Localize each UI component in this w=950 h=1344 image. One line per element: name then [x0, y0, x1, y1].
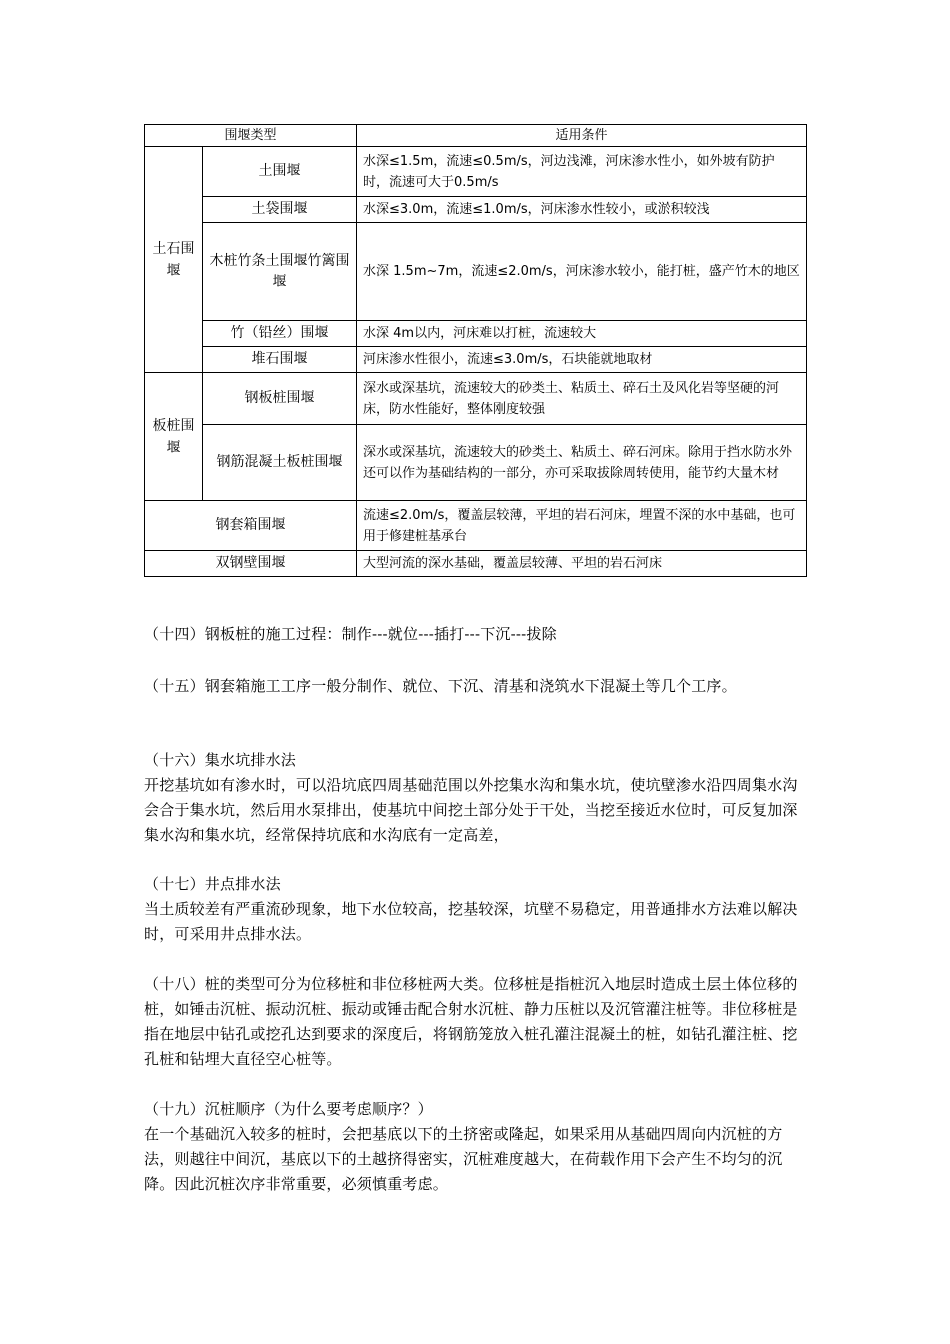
table-row	[145, 347, 807, 373]
type-cell: 堆石围堰	[203, 347, 357, 373]
table-row	[145, 501, 807, 551]
type-cell: 钢筋混凝土板桩围堰	[203, 425, 357, 501]
type-cell: 土袋围堰	[203, 197, 357, 223]
condition-cell: 河床渗水性很小，流速≤3.0m/s，石块能就地取材	[357, 347, 807, 373]
type-cell: 钢板桩围堰	[203, 373, 357, 425]
section-title: （十五）钢套箱施工工序一般分制作、就位、下沉、清基和浇筑水下混凝土等几个工序。	[144, 677, 737, 695]
section-body: 开挖基坑如有渗水时，可以沿坑底四周基础范围以外挖集水沟和集水坑，使坑壁渗水沿四周集水沟会合于集水坑，然后用水泵排出，使基坑中间挖土部分处于干处，当挖至接近水位时，可反复加深集水沟和集水坑，经常保持坑底和水沟底有一定高差，	[144, 776, 798, 844]
table-row	[145, 147, 807, 197]
table-row	[145, 425, 807, 501]
condition-cell: 水深≤3.0m，流速≤1.0m/s，河床渗水性较小，或淤积较浅	[357, 197, 807, 223]
header-type: 围堰类型	[145, 125, 357, 147]
section-14	[144, 622, 808, 647]
category-sheet-pile: 板桩围堰	[145, 373, 203, 501]
type-cell: 钢套箱围堰	[145, 501, 357, 551]
condition-cell: 水深 1.5m~7m，流速≤2.0m/s，河床渗水较小，能打桩，盛产竹木的地区	[357, 223, 807, 321]
section-title: （十九）沉桩顺序（为什么要考虑顺序？）	[144, 1100, 433, 1118]
type-cell: 双钢壁围堰	[145, 551, 357, 577]
section-18	[144, 972, 808, 1072]
table-row	[145, 223, 807, 321]
table-row	[145, 373, 807, 425]
section-title: （十六）集水坑排水法	[144, 751, 297, 769]
section-19	[144, 1097, 808, 1197]
section-title: （十四）钢板桩的施工过程：制作---就位---插打---下沉---拔除	[144, 625, 557, 643]
section-17	[144, 872, 808, 947]
section-body: 在一个基础沉入较多的桩时，会把基底以下的土挤密或隆起，如果采用从基础四周向内沉桩的方法，则越往中间沉，基底以下的土越挤得密实，沉桩难度越大，在荷载作用下会产生不均匀的沉降。因此沉桩次序非常重要，必须慎重考虑。	[144, 1125, 783, 1193]
condition-cell: 深水或深基坑，流速较大的砂类土、粘质土、碎石河床。除用于挡水防水外还可以作为基础结构的一部分，亦可采取拔除周转使用，能节约大量木材	[357, 425, 807, 501]
section-title: （十八）桩的类型可分为位移桩和非位移桩两大类。位移桩是指桩沉入地层时造成土层土体位移的桩，如锤击沉桩、振动沉桩、振动或锤击配合射水沉桩、静力压桩以及沉管灌注桩等。非位移桩是指在地层中钻孔或挖孔达到要求的深度后，将钢筋笼放入桩孔灌注混凝土的桩，如钻孔灌注桩、挖孔桩和钻埋大直径空心桩等。	[144, 975, 798, 1068]
cofferdam-table	[144, 124, 807, 577]
table-row	[145, 197, 807, 223]
condition-cell: 流速≤2.0m/s，覆盖层较薄，平坦的岩石河床，埋置不深的水中基础，也可用于修建桩基承台	[357, 501, 807, 551]
condition-cell: 大型河流的深水基础，覆盖层较薄、平坦的岩石河床	[357, 551, 807, 577]
table-row	[145, 321, 807, 347]
condition-cell: 水深≤1.5m，流速≤0.5m/s，河边浅滩，河床渗水性小，如外坡有防护时，流速可大于0.5m/s	[357, 147, 807, 197]
type-cell: 竹（铅丝）围堰	[203, 321, 357, 347]
table-header-row	[145, 125, 807, 147]
section-body: 当土质较差有严重流砂现象，地下水位较高，挖基较深，坑壁不易稳定，用普通排水方法难以解决时，可采用井点排水法。	[144, 900, 798, 943]
section-title: （十七）井点排水法	[144, 875, 281, 893]
type-cell: 木桩竹条土围堰竹篱围堰	[203, 223, 357, 321]
condition-cell: 水深 4m以内，河床难以打桩，流速较大	[357, 321, 807, 347]
section-16	[144, 748, 808, 848]
header-condition: 适用条件	[357, 125, 807, 147]
section-15	[144, 674, 808, 699]
table-row	[145, 551, 807, 577]
type-cell: 土围堰	[203, 147, 357, 197]
category-earth-rock: 土石围堰	[145, 147, 203, 373]
condition-cell: 深水或深基坑，流速较大的砂类土、粘质土、碎石土及风化岩等坚硬的河床，防水性能好，整体刚度较强	[357, 373, 807, 425]
